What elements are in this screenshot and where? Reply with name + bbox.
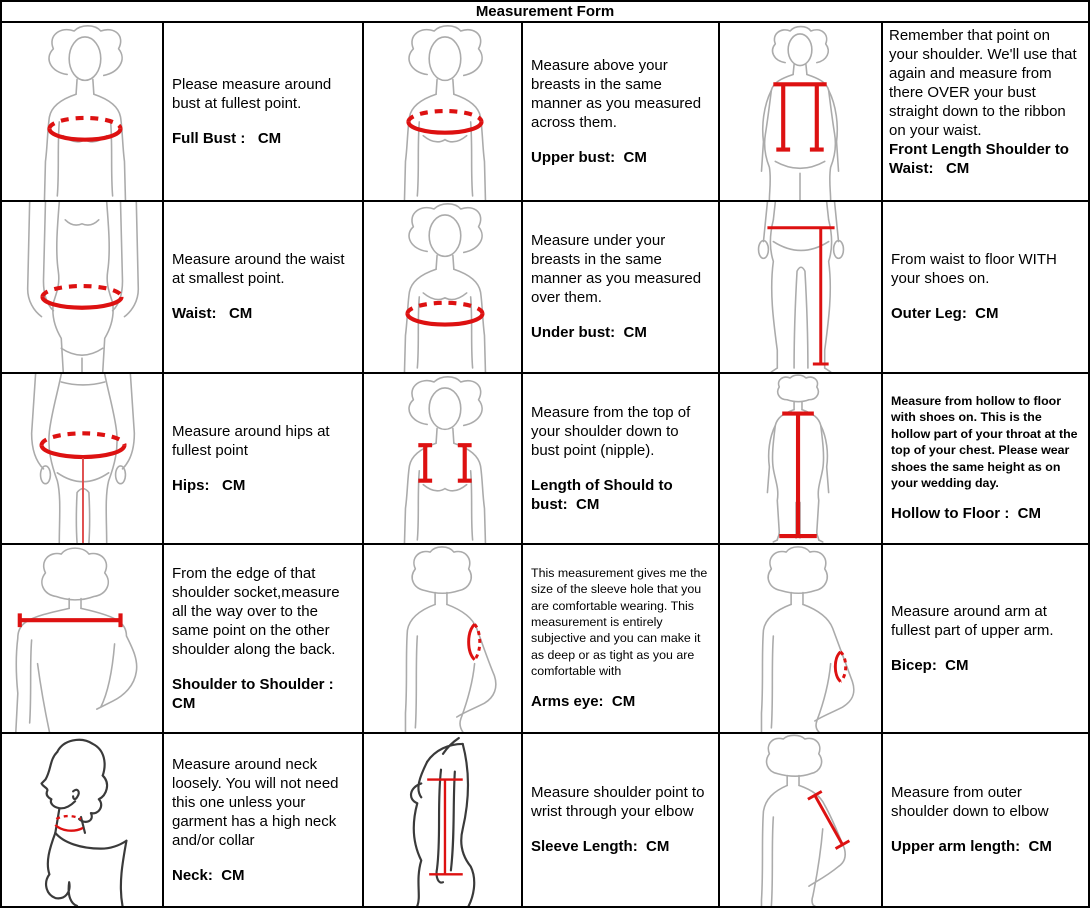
side-torso-sleeve-sketch [364, 734, 521, 906]
waist-figure [2, 202, 164, 374]
measure-label: Front Length Shoulder to Waist: CM [889, 141, 1074, 178]
shoulder-to-bust-text [523, 374, 720, 545]
bicep-figure [720, 545, 883, 734]
woman-front-length-illustration [720, 23, 881, 200]
sleeve-length-figure [364, 734, 523, 908]
front-length-figure [720, 23, 883, 202]
hips-figure [2, 374, 164, 545]
measure-label: Neck: CM [172, 866, 245, 884]
hollow-to-floor-text [883, 374, 1090, 545]
measure-label: Full Bust : CM [172, 129, 282, 147]
upper-bust-figure [364, 23, 523, 202]
under-bust-text [523, 202, 720, 374]
upper-bust-text [523, 23, 720, 202]
back-shoulder-width-illustration [2, 545, 162, 732]
arm-hole-illustration [364, 545, 521, 732]
under-bust-figure [364, 202, 523, 374]
neck-figure [2, 734, 164, 908]
measure-label: Outer Leg: CM [891, 305, 999, 323]
full-bust-figure [2, 23, 164, 202]
measure-label: Sleeve Length: CM [531, 838, 670, 856]
measure-description: This measurement gives me the size of the sleeve hole that you are comfortable wearing. This measurement is entirely subjective and you can make it as deep or as tight as you are comfortable with [531, 565, 708, 679]
measure-description: Measure from the top of your shoulder down to bust point (nipple). [531, 403, 691, 459]
measure-label: Length of Should to bust: CM [531, 476, 677, 513]
shoulder-to-shoulder-text [164, 545, 364, 734]
measure-label: Upper bust: CM [531, 148, 647, 166]
hollow-to-floor-figure [720, 374, 883, 545]
neck-text [164, 734, 364, 908]
measure-description: Measure around the waist at smallest point. [172, 251, 345, 288]
arms-eye-figure [364, 545, 523, 734]
upper-arm-illustration [720, 734, 881, 906]
measure-label: Hollow to Floor : CM [891, 505, 1041, 523]
sleeve-length-text [523, 734, 720, 908]
upper-arm-length-text [883, 734, 1090, 908]
front-length-text [883, 23, 1090, 202]
measure-label: Upper arm length: CM [891, 838, 1052, 856]
legs-outer-leg-illustration [720, 202, 881, 372]
hips-text [164, 374, 364, 545]
outer-leg-text [883, 202, 1090, 374]
measure-description: Remember that point on your shoulder. We'll use that again and measure from there OVER your bust straight down to the ribbon on your waist. [889, 27, 1077, 140]
measure-label: Waist: CM [172, 305, 253, 323]
bicep-illustration [720, 545, 881, 732]
outer-leg-figure [720, 202, 883, 374]
shoulder-to-shoulder-figure [2, 545, 164, 734]
hollow-to-floor-illustration [720, 374, 881, 543]
measure-description: Measure around arm at fullest part of upper arm. [891, 602, 1054, 639]
woman-front-upper-bust-illustration [364, 23, 521, 200]
measure-description: Please measure around bust at fullest point. [172, 75, 332, 112]
measure-description: From waist to floor WITH your shoes on. [891, 251, 1057, 288]
woman-front-bust-illustration [2, 23, 162, 200]
upper-arm-length-figure [720, 734, 883, 908]
page-title: Measurement Form [2, 2, 1090, 23]
shoulder-to-bust-figure [364, 374, 523, 545]
measure-description: Measure around neck loosely. You will not need this one unless your garment has a high neck and/or collar [172, 755, 339, 849]
measure-label: Arms eye: CM [531, 693, 636, 711]
hips-illustration [2, 374, 162, 543]
measure-label: Bicep: CM [891, 656, 969, 674]
shoulder-to-bust-illustration [364, 374, 521, 543]
arms-eye-text [523, 545, 720, 734]
bicep-text [883, 545, 1090, 734]
measure-description: Measure from hollow to floor with shoes on. This is the hollow part of your throat at the top of your chest. Please wear shoes the same height as on your wedding day. [891, 394, 1078, 490]
measure-description: Measure under your breasts in the same manner as you measured over them. [531, 232, 702, 307]
woman-under-bust-illustration [364, 202, 521, 372]
measure-description: Measure shoulder point to wrist through your elbow [531, 784, 705, 821]
measure-label: Under bust: CM [531, 324, 647, 342]
measure-description: Measure around hips at fullest point [172, 422, 330, 459]
measure-label: Shoulder to Shoulder : CM [172, 675, 338, 712]
neck-profile-sketch [2, 734, 162, 906]
measure-description: Measure from outer shoulder down to elbow [891, 784, 1049, 821]
measure-label: Hips: CM [172, 476, 246, 494]
measure-description: From the edge of that shoulder socket,measure all the way over to the same point on the other shoulder along the back. [172, 564, 340, 658]
torso-waist-illustration [2, 202, 162, 372]
full-bust-text [164, 23, 364, 202]
waist-text [164, 202, 364, 374]
measure-description: Measure above your breasts in the same manner as you measured across them. [531, 56, 702, 131]
